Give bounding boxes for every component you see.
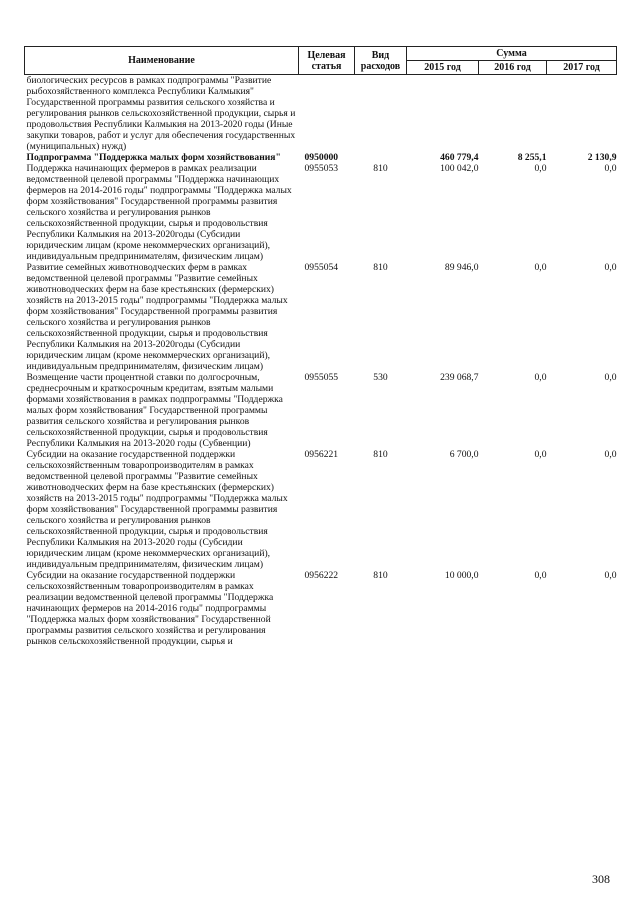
row-name: Возмещение части процентной ставки по долгосрочным, среднесрочным и краткосрочным кредитам, взятым малыми формами хозяйствования в рамках подпрограммы "Поддержка малых форм хозяйствования" Государственной программы развития сельского хозяйства и регулирования рынков сельскохозяйственной продукции, сырья и продовольствия Республики Калмыкия на 2013-2020 годы (Субвенции) — [26, 372, 283, 449]
row-target: 0955054 — [304, 262, 339, 273]
header-year-2015: 2015 год — [407, 61, 479, 75]
header-year-2017: 2017 год — [547, 61, 617, 75]
row-2015: 89 946,0 — [444, 262, 479, 273]
row-2015: 100 042,0 — [440, 163, 479, 174]
row-2017: 0,0 — [604, 570, 617, 581]
row-2016: 8 255,1 — [517, 152, 547, 163]
row-2016: 0,0 — [534, 449, 547, 460]
row-target: 0955055 — [304, 372, 339, 383]
row-name: Поддержка начинающих фермеров в рамках реализации ведомственной целевой программы "Поддержка начинающих фермеров на 2014-2016 годы" подпрограммы "Поддержка малых форм хозяйствования" Государственной программы развития сельского хозяйства и регулирования рынков сельскохозяйственной продукции, сырья и продовольствия Республики Калмыкия на 2013-2020годы (Субсидии юридическим лицам (кроме некоммерческих организаций), индивидуальным предпринимателям, физическим лицам) — [26, 163, 292, 262]
row-2015 — [407, 75, 479, 153]
row-type — [355, 75, 407, 153]
row-2016 — [479, 75, 547, 153]
row-name: Подпрограмма "Поддержка малых форм хозяйствования" — [26, 152, 281, 163]
table-row — [25, 262, 617, 372]
budget-table — [24, 46, 617, 647]
row-2017: 2 130,9 — [587, 152, 617, 163]
row-type — [355, 152, 407, 163]
row-target: 0950000 — [304, 152, 339, 163]
row-type: 530 — [373, 372, 388, 383]
row-2017: 0,0 — [604, 372, 617, 383]
header-year-2016: 2016 год — [479, 61, 547, 75]
page-number: 308 — [592, 872, 610, 886]
row-name: Развитие семейных животноводческих ферм в рамках ведомственной целевой программы "Развитие семейных животноводческих ферм на базе крестьянских (фермерских) хозяйств на 2013-2015 годы" подпрограммы "Поддержка малых форм хозяйствования" Государственной программы развития сельского хозяйства и регулирования рынков сельскохозяйственной продукции, сырья и продовольствия Республики Калмыкия на 2013-2020годы (Субсидии юридическим лицам (кроме некоммерческих организаций), индивидуальным предпринимателям, физическим лицам) — [26, 262, 288, 372]
table-row — [25, 152, 617, 163]
row-name: Субсидии на оказание государственной поддержки сельскохозяйственным товаропроизводителям в рамках ведомственной целевой программы "Развитие семейных животноводческих ферм на базе крестьянских (фермерских) хозяйств на 2013-2015 годы" подпрограммы "Поддержка малых форм хозяйствования" Государственной программы развития сельского хозяйства и регулирования рынков сельскохозяйственной продукции, сырья и продовольствия Республики Калмыкия на 2013-2020 годы (Субсидии юридическим лицам (кроме некоммерческих организаций), индивидуальным предпринимателям, физическим лицам) — [26, 449, 288, 570]
row-2015: 460 779,4 — [440, 152, 479, 163]
row-type: 810 — [373, 163, 388, 174]
document-page — [24, 46, 616, 647]
table-row — [25, 449, 617, 570]
table-row — [25, 75, 617, 153]
header-type: Вид расходов — [355, 47, 407, 75]
table-row — [25, 372, 617, 449]
row-2015: 10 000,0 — [444, 570, 479, 581]
row-2015: 6 700,0 — [449, 449, 479, 460]
row-2016: 0,0 — [534, 570, 547, 581]
table-header — [25, 47, 617, 75]
row-2016: 0,0 — [534, 372, 547, 383]
row-target: 0956222 — [304, 570, 339, 581]
row-target: 0955053 — [304, 163, 339, 174]
row-name: биологических ресурсов в рамках подпрограммы "Развитие рыбохозяйственного комплекса Республики Калмыкия" Государственной программы развития сельского хозяйства и регулирования рынков сельскохозяйственной продукции, сырья и продовольствия Республики Калмыкия на 2013-2020 годы (Иные закупки товаров, работ и услуг для обеспечения государственных (муниципальных) нужд) — [26, 75, 296, 152]
header-target: Целевая статья — [299, 47, 355, 75]
row-type: 810 — [373, 449, 388, 460]
row-type: 810 — [373, 570, 388, 581]
row-2016: 0,0 — [534, 163, 547, 174]
row-2017: 0,0 — [604, 163, 617, 174]
table-row — [25, 163, 617, 262]
header-name: Наименование — [25, 47, 299, 75]
row-target — [299, 75, 355, 153]
row-2017: 0,0 — [604, 262, 617, 273]
table-body — [25, 75, 617, 648]
row-2017: 0,0 — [604, 449, 617, 460]
row-2016: 0,0 — [534, 262, 547, 273]
table-row — [25, 570, 617, 647]
row-type: 810 — [373, 262, 388, 273]
row-target: 0956221 — [304, 449, 339, 460]
row-2015: 239 068,7 — [440, 372, 479, 383]
row-name: Субсидии на оказание государственной поддержки сельскохозяйственным товаропроизводителям в рамках реализации ведомственной целевой программы "Поддержка начинающих фермеров на 2014-2016 годы" подпрограммы "Поддержка малых форм хозяйствования" Государственной программы развития сельского хозяйства и регулирования рынков сельскохозяйственной продукции, сырья и — [26, 570, 274, 647]
row-2017 — [547, 75, 617, 153]
header-sum: Сумма — [407, 47, 617, 61]
